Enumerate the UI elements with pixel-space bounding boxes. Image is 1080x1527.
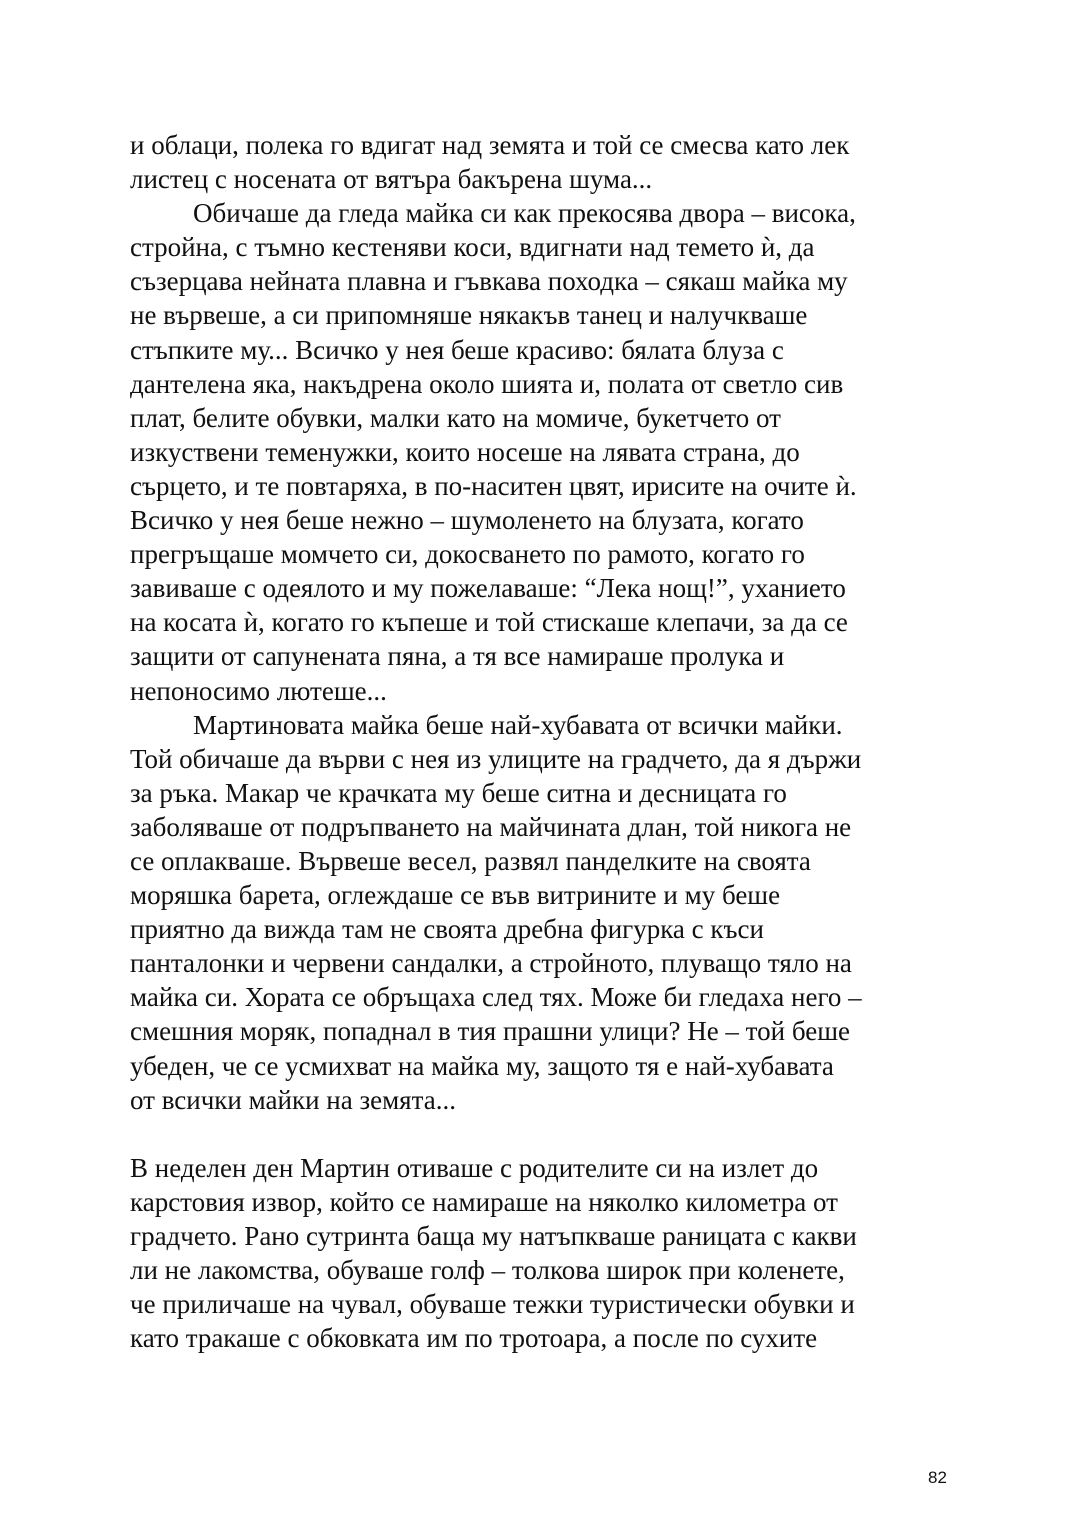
text-line: майка си. Хората се обръщаха след тях. Може би гледаха него – bbox=[130, 982, 862, 1013]
page-number: 82 bbox=[928, 1468, 947, 1487]
text-line: ли не лакомства, обуваше голф – толкова широк при коленете, bbox=[130, 1255, 845, 1285]
text-line: Мартиновата майка беше най-хубавата от всички майки. bbox=[193, 709, 843, 740]
page-body bbox=[130, 128, 960, 1355]
text-line: панталонки и червени сандалки, а стройното, плуващо тяло на bbox=[130, 948, 852, 979]
paragraph-1 bbox=[130, 128, 960, 196]
text-line: съзерцава нейната плавна и гъвкава походка – сякаш майка му bbox=[130, 266, 848, 297]
text-line: Всичко у нея беше нежно – шумоленето на блузата, когато bbox=[130, 505, 804, 536]
text-line: приятно да вижда там не своята дребна фигурка с къси bbox=[130, 914, 764, 945]
text-line: стъпките му... Всичко у нея беше красиво: бялата блуза с bbox=[130, 334, 784, 365]
text-line: за ръка. Макар че крачката му беше ситна и десницата го bbox=[130, 777, 787, 808]
text-line: стройна, с тъмно кестеняви коси, вдигнати над темето ѝ, да bbox=[130, 232, 815, 263]
text-line: моряшка барета, оглеждаше се във витрините и му беше bbox=[130, 880, 781, 911]
text-line: градчето. Рано сутринта баща му натъпкваше раницата с какви bbox=[130, 1220, 857, 1251]
paragraph-gap bbox=[130, 1117, 960, 1151]
text-line: сърцето, и те повтаряха, в по-наситен цвят, ирисите на очите ѝ. bbox=[130, 470, 857, 501]
paragraph-3 bbox=[130, 708, 960, 1117]
text-line: листец с носената от вятъра бакърена шума... bbox=[130, 164, 653, 195]
paragraph-2 bbox=[130, 196, 960, 707]
text-line: прегръщаше момчето си, докосването по рамото, когато го bbox=[130, 539, 805, 570]
text-line: се оплакваше. Вървеше весел, развял панделките на своята bbox=[130, 845, 811, 876]
text-line: карстовия извор, който се намираше на няколко километра от bbox=[130, 1186, 838, 1217]
text-line: Той обичаше да върви с нея из улиците на градчето, да я държи bbox=[130, 743, 862, 774]
text-line: не вървеше, а си припомняше някакъв танец и налучкваше bbox=[130, 300, 808, 331]
text-line: като тракаше с обковката им по тротоара, а после по сухите bbox=[130, 1323, 818, 1354]
text-line: убеден, че се усмихват на майка му, защото тя е най-хубавата bbox=[130, 1050, 834, 1081]
text-line: изкуствени теменужки, които носеше на лявата страна, до bbox=[130, 436, 800, 467]
text-line: на косата ѝ, когато го къпеше и той стискаше клепачи, за да се bbox=[130, 607, 848, 638]
text-line: от всички майки на земята... bbox=[130, 1084, 456, 1115]
text-line: В неделен ден Мартин отиваше с родителите си на излет до bbox=[130, 1152, 819, 1183]
text-line: Обичаше да гледа майка си как прекосява двора – висока, bbox=[193, 198, 856, 229]
text-line: заболяваше от подръпването на майчината длан, той никога не bbox=[130, 811, 852, 842]
text-line: дантелена яка, накъдрена около шията и, полата от светло сив bbox=[130, 368, 844, 399]
text-line: плат, белите обувки, малки като на момиче, букетчето от bbox=[130, 402, 781, 433]
text-line: завиваше с одеялото и му пожелаваше: “Лека нощ!”, уханието bbox=[130, 573, 846, 604]
paragraph-4 bbox=[130, 1151, 960, 1356]
text-line: и облаци, полека го вдигат над земята и той се смесва като лек bbox=[130, 130, 850, 160]
text-line: че приличаше на чувал, обуваше тежки туристически обувки и bbox=[130, 1289, 855, 1320]
text-line: непоносимо лютеше... bbox=[130, 675, 387, 706]
text-line: защити от сапунената пяна, а тя все намираше пролука и bbox=[130, 641, 785, 672]
text-line: смешния моряк, попаднал в тия прашни улици? Не – той беше bbox=[130, 1016, 850, 1047]
